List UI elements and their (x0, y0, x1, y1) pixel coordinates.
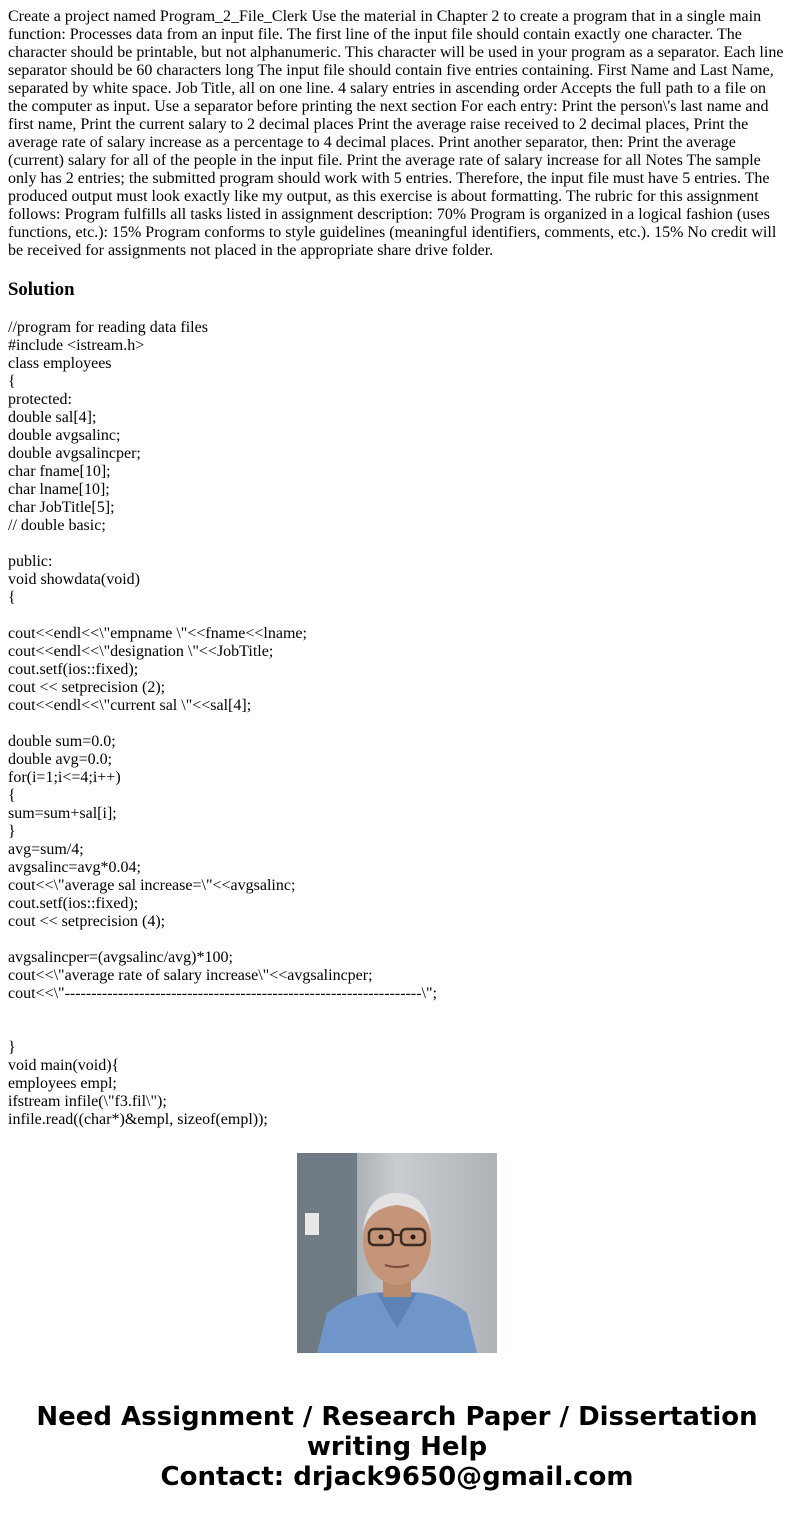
code-line: } (8, 823, 16, 840)
code-line (8, 1003, 786, 1021)
solution-code-box (8, 319, 786, 1128)
promo-line-2: writing Help (306, 1432, 488, 1462)
code-line: double avg=0.0; (8, 751, 113, 768)
code-line: void showdata(void) (8, 571, 140, 588)
promo-line-3: Contact: drjack9650@gmail.com (160, 1462, 634, 1492)
code-line: for(i=1;i<=4;i++) (8, 769, 121, 786)
code-line: double sum=0.0; (8, 733, 116, 750)
avatar-photo-icon (297, 1153, 497, 1353)
code-line: { (8, 589, 16, 606)
code-line: public: (8, 553, 53, 570)
code-line (8, 607, 786, 625)
code-line: protected: (8, 391, 72, 408)
code-line (8, 535, 786, 553)
solution-heading: Solution (8, 279, 75, 300)
code-line: cout << setprecision (2); (8, 679, 166, 696)
code-line: class employees (8, 355, 112, 372)
code-line: cout<<\"average sal increase=\"<<avgsalinc; (8, 877, 296, 894)
code-line: double avgsalinc; (8, 427, 121, 444)
promo-banner (0, 1402, 794, 1492)
code-line: char fname[10]; (8, 463, 111, 480)
code-line: { (8, 373, 16, 390)
code-line: #include <istream.h> (8, 337, 145, 354)
code-line: cout << setprecision (4); (8, 913, 166, 930)
code-line: cout<<endl<<\"designation \"<<JobTitle; (8, 643, 274, 660)
code-line: cout.setf(ios::fixed); (8, 895, 139, 912)
code-line: cout<<\"average rate of salary increase\"<<avgsalincper; (8, 967, 373, 984)
code-line: employees empl; (8, 1075, 117, 1092)
code-line: cout.setf(ios::fixed); (8, 661, 139, 678)
code-line (8, 931, 786, 949)
code-line: infile.read((char*)&empl, sizeof(empl)); (8, 1111, 268, 1128)
code-line: double sal[4]; (8, 409, 97, 426)
code-line: double avgsalincper; (8, 445, 141, 462)
code-line: // double basic; (8, 517, 106, 534)
code-line: avgsalinc=avg*0.04; (8, 859, 141, 876)
solution-code (8, 319, 786, 1129)
code-line: sum=sum+sal[i]; (8, 805, 117, 822)
code-line: avg=sum/4; (8, 841, 84, 858)
code-line: char JobTitle[5]; (8, 499, 115, 516)
code-line: avgsalincper=(avgsalinc/avg)*100; (8, 949, 233, 966)
code-line: ifstream infile(\"f3.fil\"); (8, 1093, 167, 1110)
code-line: cout<<endl<<\"current sal \"<<sal[4]; (8, 697, 252, 714)
code-line: { (8, 787, 16, 804)
code-line: cout<<\"-------------------------------------------------------------------\"; (8, 985, 437, 1002)
code-line (8, 715, 786, 733)
question-text: Create a project named Program_2_File_Clerk Use the material in Chapter 2 to create a program that in a single main function: Processes data from an input file. The first line of the input file should contain exactly one character. The character should be printable, but not alphanumeric. This character will be used in your program as a separator. Each line separator should be 60 characters long The input file should contain five entries containing. First Name and Last Name, separated by white space. Job Title, all on one line. 4 salary entries in ascending order Accepts the full path to a file on the computer as input. Use a separator before printing the next section For each entry: Print the person\'s last name and first name, Print the current salary to 2 decimal places Print the average raise received to 2 decimal places, Print the average rate of salary increase as a percentage to 4 decimal places. Print another separator, then: Print the average (current) salary for all of the people in the input file. Print the average rate of salary increase for all Notes The sample only has 2 entries; the submitted program should work with 5 entries. Therefore, the input file must have 5 entries. The produced output must look exactly like my output, as this exercise is about formatting. The rubric for this assignment follows: Program fulfills all tasks listed in assignment description: 70% Program is organized in a logical fashion (uses functions, etc.): 15% Program conforms to style guidelines (meaningful identifiers, comments, etc.). 15% No credit will be received for assignments not placed in the appropriate share drive folder. (8, 8, 784, 259)
code-line: } (8, 1039, 16, 1056)
code-line: void main(void){ (8, 1057, 120, 1074)
author-avatar (297, 1153, 497, 1353)
code-line: //program for reading data files (8, 319, 208, 336)
code-line: char lname[10]; (8, 481, 110, 498)
promo-line-1: Need Assignment / Research Paper / Dissertation (36, 1402, 758, 1432)
code-line: cout<<endl<<\"empname \"<<fname<<lname; (8, 625, 307, 642)
code-line (8, 1021, 786, 1039)
